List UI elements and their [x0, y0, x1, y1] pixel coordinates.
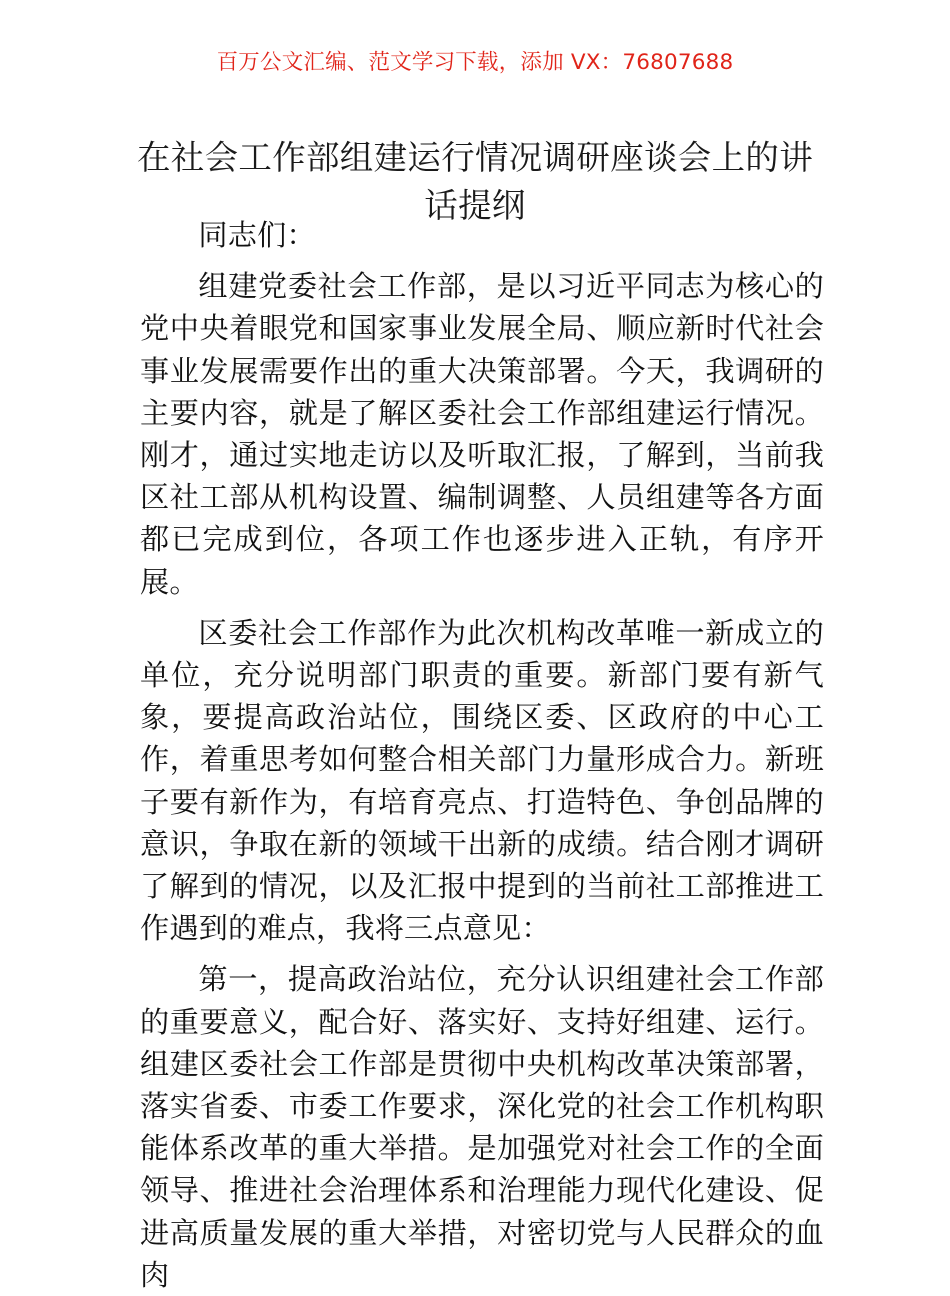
salutation-line: 同志们： — [198, 218, 316, 252]
document-body — [140, 214, 824, 1296]
page-title: 在社会工作部组建运行情况调研座谈会上的讲话提纲 — [137, 138, 813, 226]
body-paragraph-3: 第一，提高政治站位，充分认识组建社会工作部的重要意义，配合好、落实好、支持好组建、运行。组建区委社会工作部是贯彻中央机构改革决策部署，落实省委、市委工作要求，深化党的社会工作机构职能体系改革的重大举措。是加强党对社会工作的全面领导、推进社会治理体系和治理能力现代化建设、促进高质量发展的重大举措，对密切党与人民群众的血肉 — [140, 962, 824, 1292]
body-paragraph-2: 区委社会工作部作为此次机构改革唯一新成立的单位，充分说明部门职责的重要。新部门要有新气象，要提高政治站位，围绕区委、区政府的中心工作，着重思考如何整合相关部门力量形成合力。新班子要有新作为，有培育亮点、打造特色、争创品牌的意识，争取在新的领域干出新的成绩。结合刚才调研了解到的情况，以及汇报中提到的当前社工部推进工作遇到的难点，我将三点意见： — [140, 615, 824, 946]
promo-header-text: 百万公文汇编、范文学习下载，添加 VX：76807688 — [216, 50, 734, 75]
body-paragraph-1: 组建党委社会工作部，是以习近平同志为核心的党中央着眼党和国家事业发展全局、顺应新时代社会事业发展需要作出的重大决策部署。今天，我调研的主要内容，就是了解区委社会工作部组建运行情况。刚才，通过实地走访以及听取汇报，了解到，当前我区社工部从机构设置、编制调整、人员组建等各方面都已完成到位，各项工作也逐步进入正轨，有序开展。 — [140, 269, 824, 599]
